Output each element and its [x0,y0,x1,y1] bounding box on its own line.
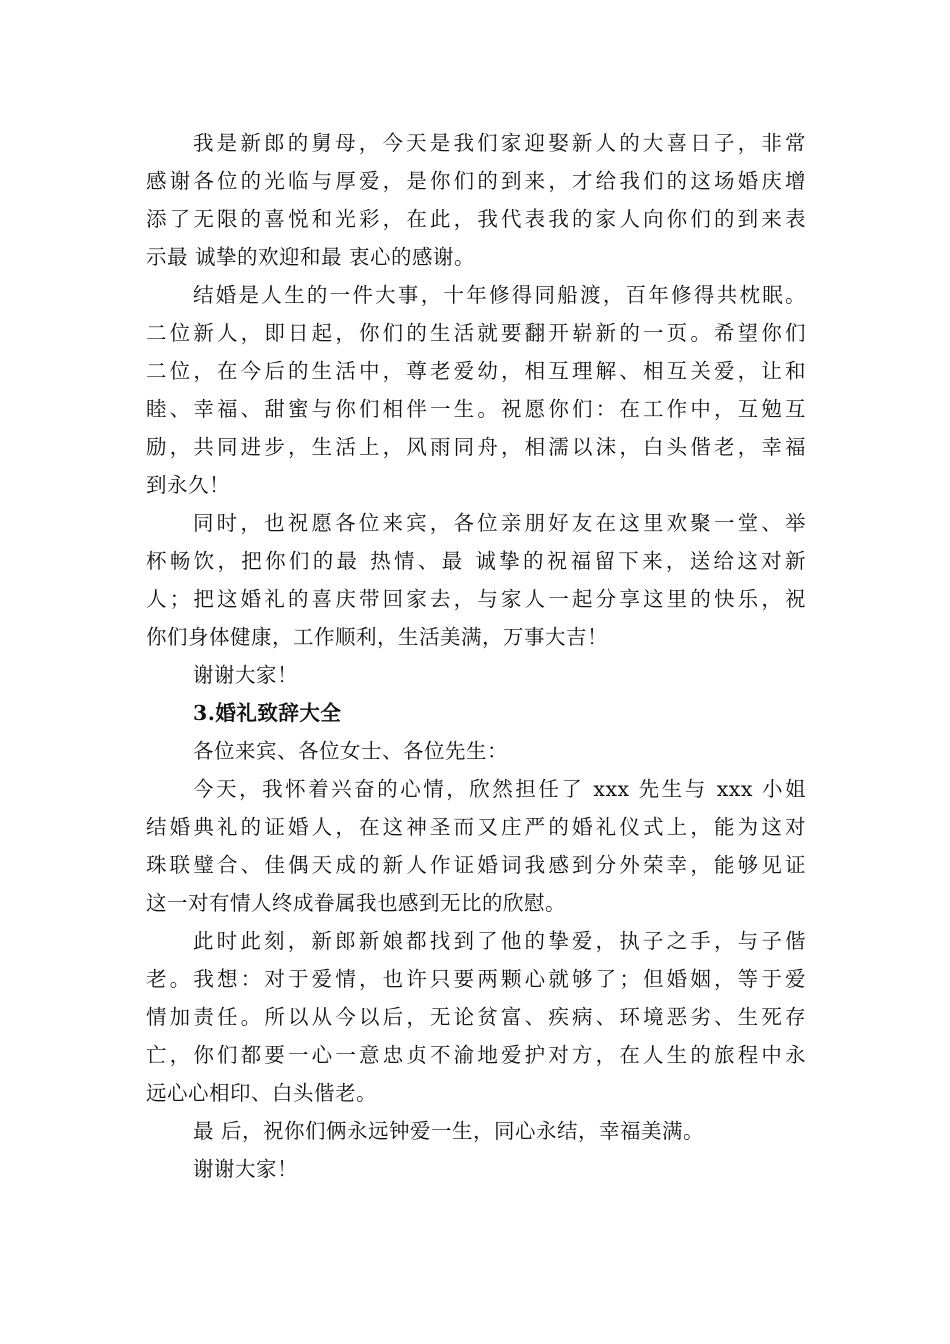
paragraph [146,276,806,504]
text-line: 感谢各位的光临与厚爱，是你们的到来，才给我们的这场婚庆增 [146,169,806,193]
paragraph [146,1150,806,1188]
text-line: 同时，也祝愿各位来宾，各位亲朋好友在这里欢聚一堂、举 [193,511,806,535]
text-line: 二位，在今后的生活中，尊老爱幼，相互理解、相互关爱，让和 [146,359,806,383]
text-line: 各位来宾、各位女士、各位先生： [193,739,508,763]
text-line: 谢谢大家！ [193,1157,298,1181]
text-line: 示最 诚挚的欢迎和最 衷心的感谢。 [146,245,476,269]
text-line: 此时此刻，新郎新娘都找到了他的挚爱，执子之手，与子偕 [193,929,806,953]
text-line: 谢谢大家！ [193,663,298,687]
text-line: 亡，你们都要一心一意忠贞不渝地爱护对方，在人生的旅程中永 [146,1043,806,1067]
heading-text: 3.婚礼致辞大全 [193,701,342,725]
text-line: 二位新人，即日起，你们的生活就要翻开崭新的一页。希望你们 [146,321,806,345]
paragraph [146,656,806,694]
paragraph [146,1112,806,1150]
paragraph [146,770,806,922]
paragraph [146,504,806,656]
text-line: 结婚是人生的一件大事，十年修得同船渡，百年修得共枕眠。 [193,283,806,307]
text-line: 结婚典礼的证婚人，在这神圣而又庄严的婚礼仪式上，能为这对 [146,815,806,839]
text-line: 到永久！ [146,473,230,497]
text-line: 老。我想：对于爱情，也许只要两颗心就够了；但婚姻，等于爱 [146,967,806,991]
text-line: 远心心相印、白头偕老。 [146,1081,377,1105]
text-line: 睦、幸福、甜蜜与你们相伴一生。祝愿你们：在工作中，互勉互 [146,397,806,421]
text-line: 珠联璧合、佳偶天成的新人作证婚词我感到分外荣幸，能够见证 [146,853,806,877]
text-line: 添了无限的喜悦和光彩，在此，我代表我的家人向你们的到来表 [146,207,806,231]
section-heading [146,694,806,732]
text-line: 人；把这婚礼的喜庆带回家去，与家人一起分享这里的快乐，祝 [146,587,806,611]
text-line: 你们身体健康，工作顺利，生活美满，万事大吉！ [146,625,608,649]
document-page [146,124,806,1188]
paragraph [146,732,806,770]
text-line: 今天，我怀着兴奋的心情，欣然担任了 xxx 先生与 xxx 小姐 [193,777,806,801]
text-line: 情加责任。所以从今以后，无论贫富、疾病、环境恶劣、生死存 [146,1005,806,1029]
text-line: 这一对有情人终成眷属我也感到无比的欣慰。 [146,891,566,915]
paragraph [146,124,806,276]
text-line: 杯畅饮，把你们的最 热情、最 诚挚的祝福留下来，送给这对新 [146,549,806,573]
text-line: 最 后，祝你们俩永远钟爱一生，同心永结，幸福美满。 [193,1119,705,1143]
paragraph [146,922,806,1112]
text-line: 励，共同进步，生活上，风雨同舟，相濡以沫，白头偕老，幸福 [146,435,806,459]
text-line: 我是新郎的舅母，今天是我们家迎娶新人的大喜日子，非常 [193,131,806,155]
